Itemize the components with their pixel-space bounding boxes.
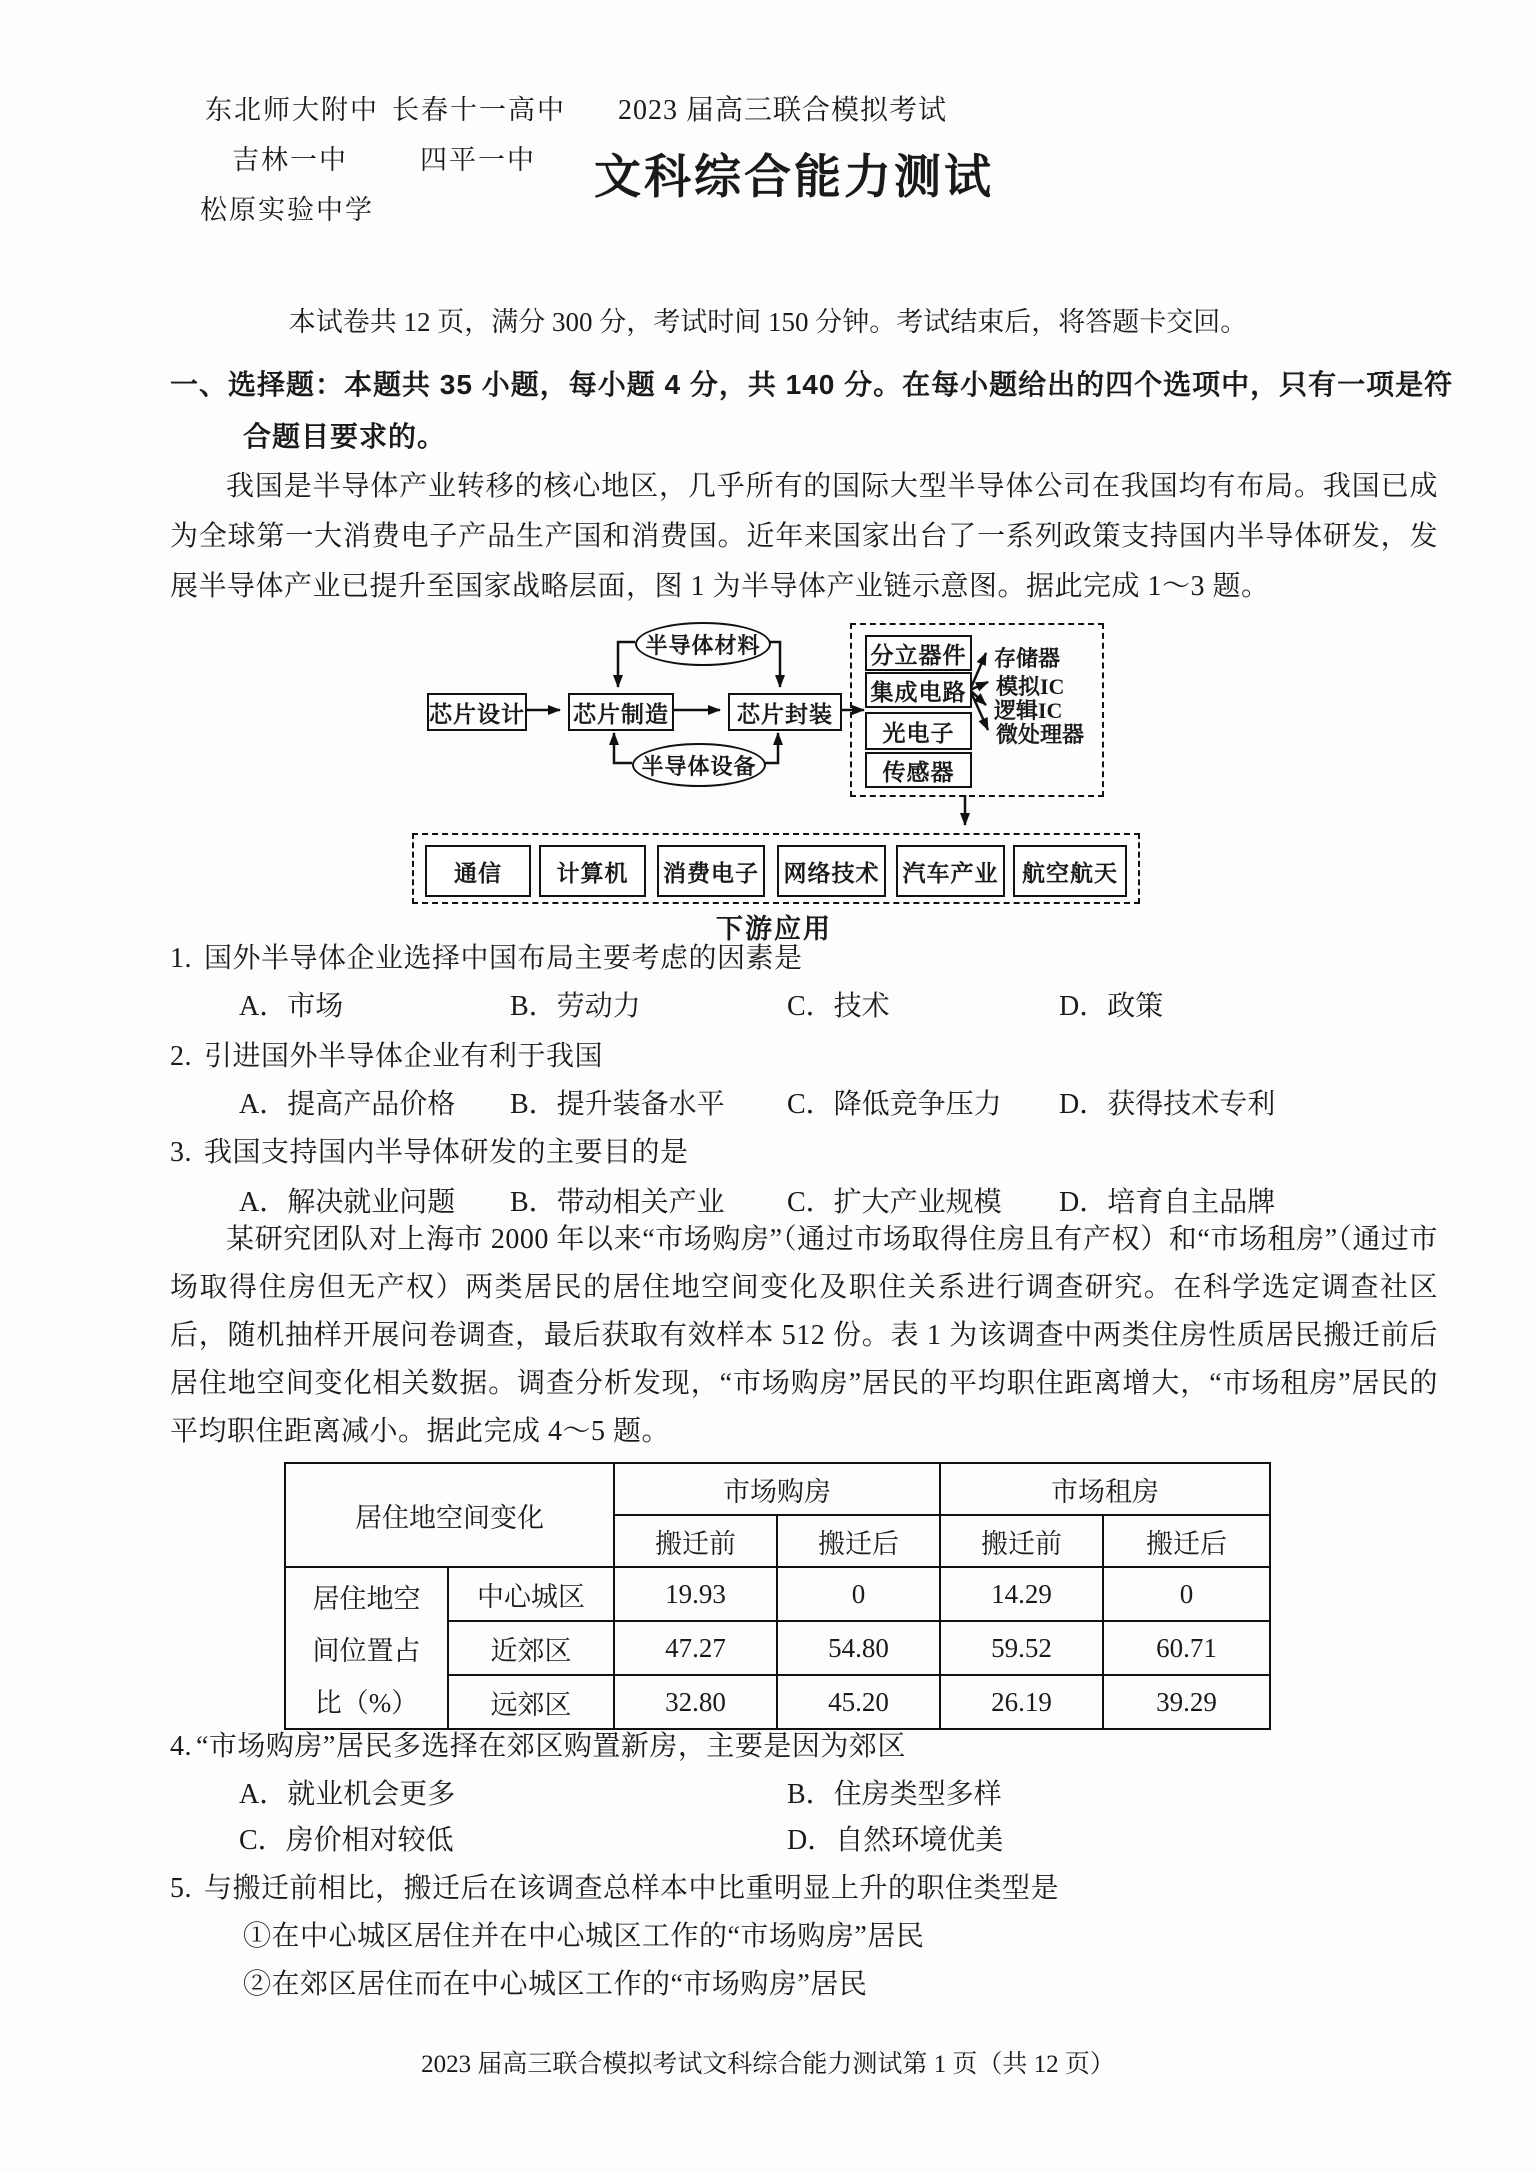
table-cell: 54.80 [777, 1621, 940, 1675]
table-row-group-label [285, 1567, 448, 1729]
option-3d: D．培育自主品牌 [1059, 1187, 1276, 1218]
table-cell: 45.20 [777, 1675, 940, 1729]
node-chip-manufacturing: 芯片制造 [568, 693, 674, 731]
table-corner-header: 居住地空间变化 [285, 1463, 614, 1567]
school-name-2: 长春十一高中 [392, 95, 566, 125]
question-3-stem: 我国支持国内半导体研发的主要目的是 [204, 1137, 689, 1168]
option-2c: C．降低竞争压力 [787, 1089, 1002, 1120]
section-one-heading-line2: 合题目要求的。 [243, 421, 447, 452]
node-chip-design: 芯片设计 [427, 693, 527, 731]
node-semiconductor-materials: 半导体材料 [635, 622, 771, 666]
passage-semiconductor: 我国是半导体产业转移的核心地区，几乎所有的国际大型半导体公司在我国均有布局。我国已成为全球第一大消费电子产品生产国和消费国。近年来国家出台了一系列政策支持国内半导体研发，发展半导体产业已提升至国家战略层面，图 1 为半导体产业链示意图。据此完成 1～3 题。 [170, 471, 1438, 602]
option-4d: D．自然环境优美 [787, 1825, 1004, 1856]
question-2-stem: 引进国外半导体企业有利于我国 [204, 1041, 604, 1072]
exam-title: 文科综合能力测试 [594, 150, 994, 203]
table-sub-header: 搬迁前 [940, 1515, 1103, 1567]
option-4c: C．房价相对较低 [239, 1825, 454, 1856]
option-1b: B．劳动力 [510, 991, 641, 1022]
table-cell: 26.19 [940, 1675, 1103, 1729]
node-app-consumer-electronics: 消费电子 [657, 845, 765, 897]
table-cell: 32.80 [614, 1675, 777, 1729]
label-analog-ic: 模拟IC [996, 674, 1065, 699]
question-2 [170, 1034, 603, 1074]
table-cell: 47.27 [614, 1621, 777, 1675]
node-discrete-devices: 分立器件 [865, 635, 972, 671]
option-2d: D．获得技术专利 [1059, 1089, 1276, 1120]
table-row-name: 中心城区 [448, 1567, 614, 1621]
table-group-buy: 市场购房 [614, 1463, 940, 1515]
table-cell: 60.71 [1103, 1621, 1270, 1675]
row-label-line: 居住地空 [312, 1583, 421, 1614]
diagram-caption-downstream: 下游应用 [716, 914, 832, 944]
option-2a: A．提高产品价格 [239, 1089, 456, 1120]
question-5 [170, 1866, 1059, 1906]
section-one-heading-line1: 一、选择题：本题共 35 小题，每小题 4 分，共 140 分。在每小题给出的四个选项中，只有一项是符 [170, 369, 1454, 400]
question-1 [170, 936, 803, 976]
table-row-name: 远郊区 [448, 1675, 614, 1729]
label-logic-ic: 逻辑IC [994, 698, 1063, 723]
table-cell: 0 [1103, 1567, 1270, 1621]
question-1-options [239, 984, 1289, 1024]
question-4 [170, 1724, 906, 1764]
question-1-number: 1. [170, 943, 192, 974]
option-2b: B．提升装备水平 [510, 1089, 725, 1120]
table-cell: 39.29 [1103, 1675, 1270, 1729]
table-cell: 14.29 [940, 1567, 1103, 1621]
question-5-number: 5. [170, 1873, 192, 1904]
option-1a: A．市场 [239, 991, 344, 1022]
option-3c: C．扩大产业规模 [787, 1187, 1002, 1218]
exam-notice: 本试卷共 12 页，满分 300 分，考试时间 150 分钟。考试结束后，将答题卡交回。 [288, 307, 1248, 337]
question-3 [170, 1130, 689, 1170]
exam-session: 2023 届高三联合模拟考试 [618, 95, 948, 126]
label-memory: 存储器 [994, 646, 1061, 671]
node-app-communications: 通信 [425, 845, 531, 897]
node-sensors: 传感器 [865, 752, 972, 788]
question-5-stem: 与搬迁前相比，搬迁后在该调查总样本中比重明显上升的职住类型是 [204, 1873, 1060, 1904]
option-4a: A．就业机会更多 [239, 1779, 456, 1810]
row-label-line: 比（%） [314, 1687, 419, 1718]
node-integrated-circuits: 集成电路 [865, 672, 972, 708]
school-name-4: 四平一中 [420, 145, 536, 175]
row-label-line: 间位置占 [312, 1635, 421, 1666]
question-1-stem: 国外半导体企业选择中国布局主要考虑的因素是 [204, 943, 803, 974]
school-name-3: 吉林一中 [232, 145, 348, 175]
question-5-item-2: ②在郊区居住而在中心城区工作的“市场购房”居民 [243, 1969, 868, 2000]
node-app-automotive: 汽车产业 [896, 845, 1005, 897]
option-3b: B．带动相关产业 [510, 1187, 725, 1218]
option-4b: B．住房类型多样 [787, 1779, 1002, 1810]
passage-housing-survey: 某研究团队对上海市 2000 年以来“市场购房”（通过市场取得住房且有产权）和“市场租房”（通过市场取得住房但无产权）两类居民的居住地空间变化及职住关系进行调查研究。在科学选定调查社区后，随机抽样开展问卷调查，最后获取有效样本 512 份。表 1 为该调查中两类住房性质居民搬迁前后居住地空间变化相关数据。调查分析发现，“市场购房”居民的平均职住距离增大，“市场租房”居民的平均职住距离减小。据此完成 4～5 题。 [170, 1224, 1438, 1447]
table-cell: 59.52 [940, 1621, 1103, 1675]
question-4-stem: “市场购房”居民多选择在郊区购置新房，主要是因为郊区 [196, 1731, 906, 1762]
node-semiconductor-equipment: 半导体设备 [632, 743, 766, 787]
figure-1-semiconductor-chain [380, 610, 1180, 945]
table-sub-header: 搬迁前 [614, 1515, 777, 1567]
node-app-network-technology: 网络技术 [777, 845, 886, 897]
table-cell: 19.93 [614, 1567, 777, 1621]
node-app-computers: 计算机 [539, 845, 646, 897]
question-3-number: 3. [170, 1137, 192, 1168]
table-row-name: 近郊区 [448, 1621, 614, 1675]
question-4-options [239, 1772, 1207, 1864]
option-1d: D．政策 [1059, 991, 1164, 1022]
page-footer: 2023 届高三联合模拟考试文科综合能力测试第 1 页（共 12 页） [421, 2051, 1115, 2078]
table-sub-header: 搬迁后 [1103, 1515, 1270, 1567]
table-cell: 0 [777, 1567, 940, 1621]
question-5-item-1: ①在中心城区居住并在中心城区工作的“市场购房”居民 [243, 1921, 925, 1952]
question-2-number: 2. [170, 1041, 192, 1072]
table-1-housing-data [284, 1462, 1271, 1730]
table-group-rent: 市场租房 [940, 1463, 1270, 1515]
question-3-options [239, 1180, 1289, 1220]
node-app-aerospace: 航空航天 [1013, 845, 1127, 897]
school-name-5: 松原实验中学 [200, 195, 374, 225]
option-3a: A．解决就业问题 [239, 1187, 456, 1218]
question-2-options [239, 1082, 1289, 1122]
school-name-1: 东北师大附中 [205, 95, 379, 125]
label-microprocessor: 微处理器 [996, 722, 1085, 747]
option-1c: C．技术 [787, 991, 890, 1022]
question-4-number: 4. [170, 1731, 192, 1762]
node-chip-packaging: 芯片封装 [728, 693, 842, 731]
table-sub-header: 搬迁后 [777, 1515, 940, 1567]
node-optoelectronics: 光电子 [865, 712, 972, 750]
